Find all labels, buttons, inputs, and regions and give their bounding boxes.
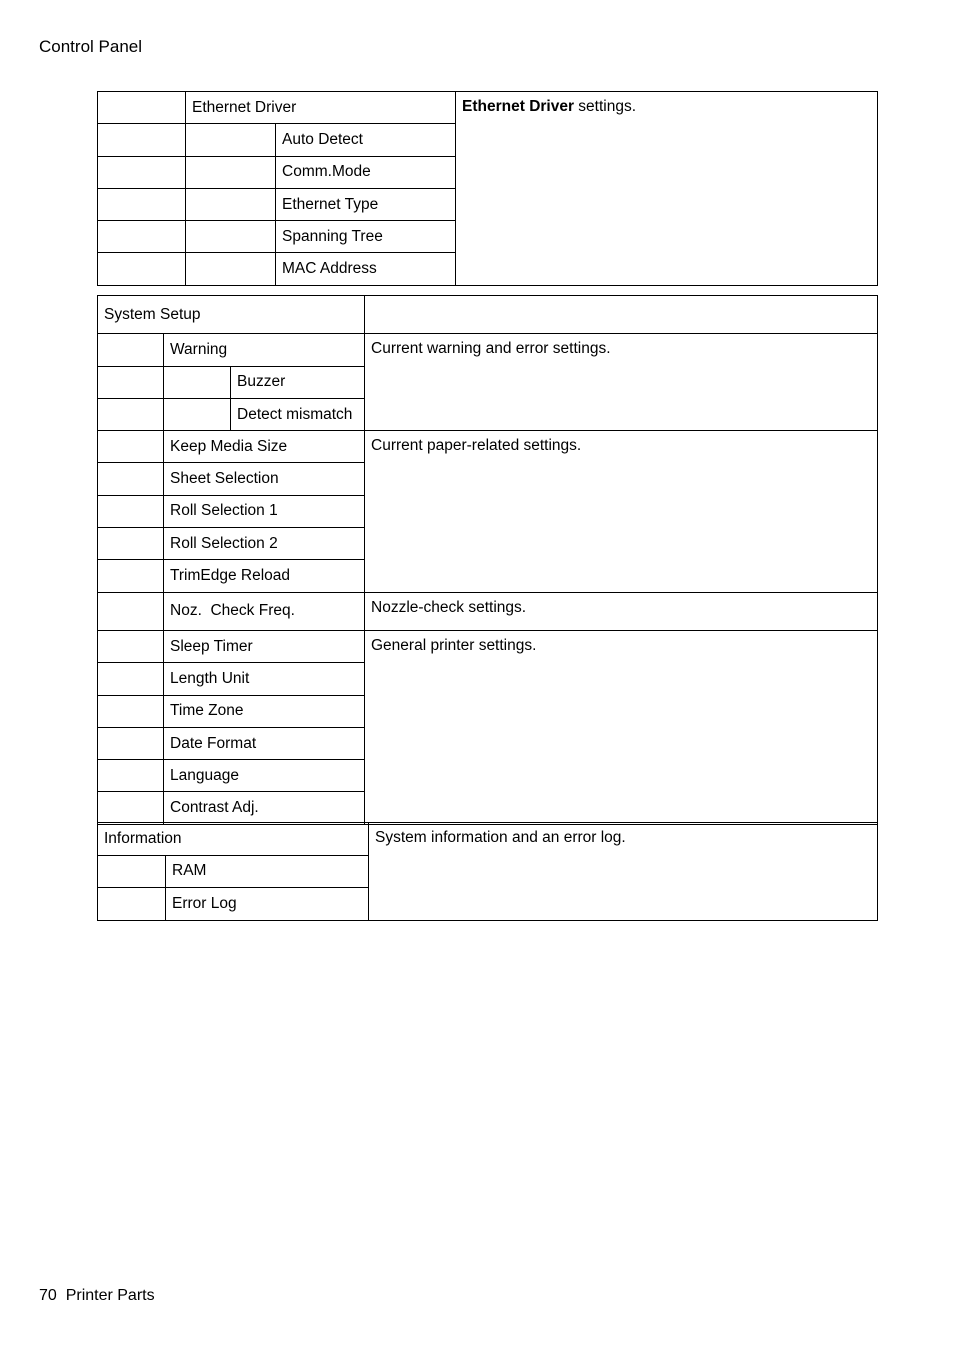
- menu-item-roll-selection-2[interactable]: Roll Selection 2: [164, 528, 365, 560]
- information-description: System information and an error log.: [369, 823, 878, 921]
- table-row: [98, 431, 878, 463]
- system-setup-description: [365, 296, 878, 334]
- menu-item-trimedge-reload[interactable]: TrimEdge Reload: [164, 560, 365, 592]
- menu-item-sheet-selection[interactable]: Sheet Selection: [164, 463, 365, 495]
- general-description: General printer settings.: [365, 630, 878, 824]
- menu-item-keep-media-size[interactable]: Keep Media Size: [164, 431, 365, 463]
- menu-item-mac-address[interactable]: MAC Address: [276, 253, 456, 285]
- menu-item-time-zone[interactable]: Time Zone: [164, 695, 365, 727]
- nozzle-description: Nozzle-check settings.: [365, 592, 878, 630]
- warning-description: Current warning and error settings.: [365, 334, 878, 431]
- menu-item-ram[interactable]: RAM: [166, 855, 369, 888]
- menu-item-auto-detect[interactable]: Auto Detect: [276, 124, 456, 156]
- menu-item-date-format[interactable]: Date Format: [164, 727, 365, 759]
- paper-description: Current paper-related settings.: [365, 431, 878, 592]
- menu-item-system-setup[interactable]: System Setup: [98, 296, 365, 334]
- menu-item-ethernet-driver[interactable]: Ethernet Driver: [186, 92, 456, 124]
- table-row: [98, 296, 878, 334]
- menu-item-spanning-tree[interactable]: Spanning Tree: [276, 221, 456, 253]
- information-table: [97, 822, 878, 921]
- menu-item-buzzer[interactable]: Buzzer: [231, 366, 365, 398]
- menu-item-contrast-adj[interactable]: Contrast Adj.: [164, 792, 365, 824]
- menu-item-language[interactable]: Language: [164, 760, 365, 792]
- ethernet-driver-description: [456, 92, 878, 286]
- menu-item-roll-selection-1[interactable]: Roll Selection 1: [164, 495, 365, 527]
- menu-item-comm-mode[interactable]: Comm.Mode: [276, 156, 456, 188]
- indent-cell: [98, 92, 186, 124]
- system-setup-table: [97, 295, 878, 825]
- page-title: Control Panel: [39, 37, 143, 56]
- table-row: [98, 592, 878, 630]
- ethernet-driver-desc-rest: settings.: [574, 98, 637, 115]
- ethernet-driver-table: [97, 91, 878, 286]
- page-footer: 70 Printer Parts: [39, 1287, 155, 1304]
- ethernet-driver-desc-bold: Ethernet Driver: [462, 98, 574, 115]
- table-row: [98, 823, 878, 856]
- table-row: [98, 334, 878, 366]
- menu-item-error-log[interactable]: Error Log: [166, 888, 369, 921]
- menu-item-information[interactable]: Information: [98, 823, 369, 856]
- menu-item-sleep-timer[interactable]: Sleep Timer: [164, 630, 365, 662]
- table-row: [98, 92, 878, 124]
- menu-item-noz-check-freq[interactable]: Noz. Check Freq.: [164, 592, 365, 630]
- table-row: [98, 630, 878, 662]
- menu-item-detect-mismatch[interactable]: Detect mismatch: [231, 398, 365, 430]
- menu-item-ethernet-type[interactable]: Ethernet Type: [276, 188, 456, 220]
- menu-item-warning[interactable]: Warning: [164, 334, 365, 366]
- menu-item-length-unit[interactable]: Length Unit: [164, 663, 365, 695]
